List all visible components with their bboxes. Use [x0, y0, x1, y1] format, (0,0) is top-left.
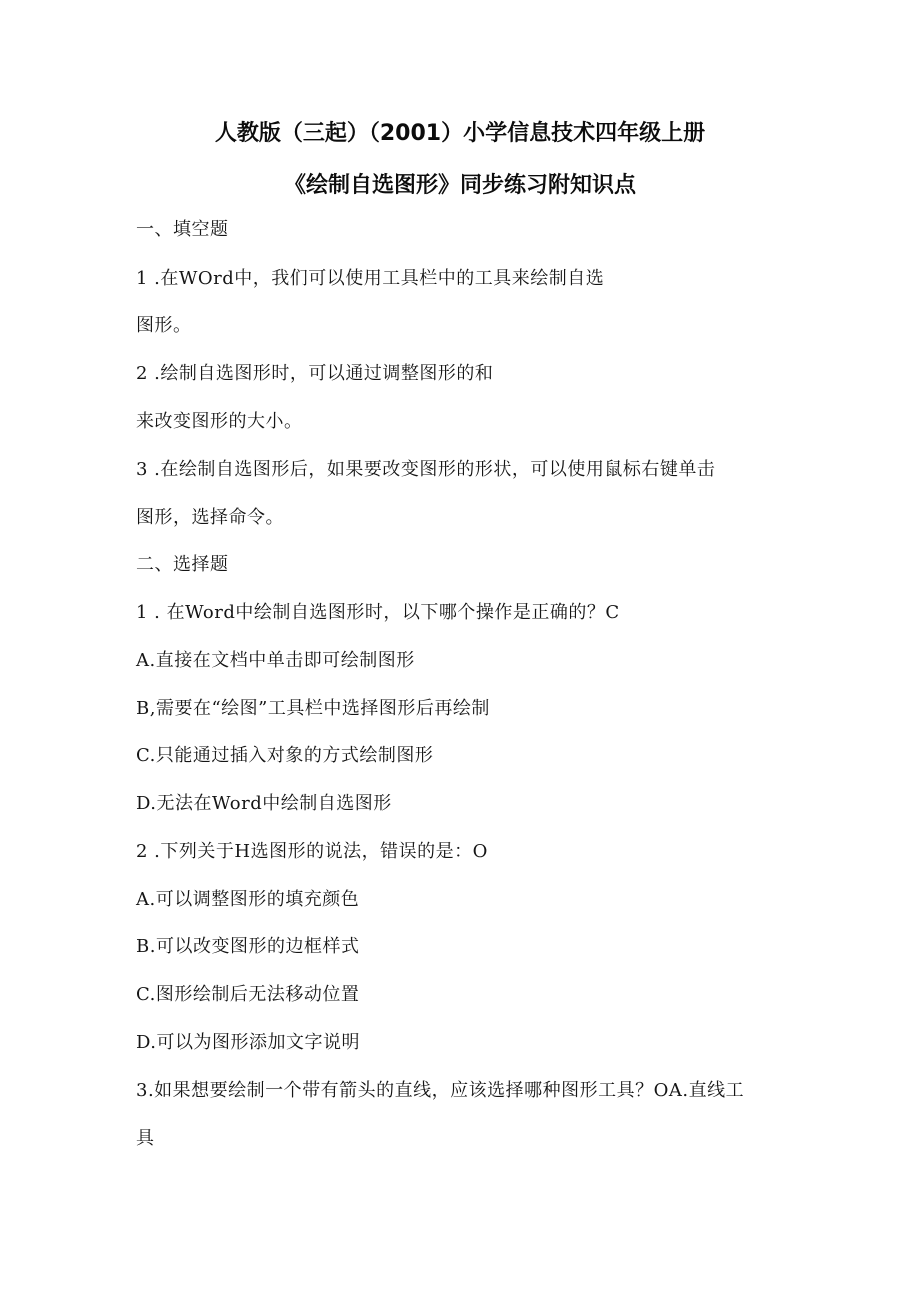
choice-question-3-stem-line1: 3.如果想要绘制一个带有箭头的直线，应该选择哪种图形工具？OA.直线工	[136, 1080, 745, 1101]
choice-question-2-option-d: D.可以为图形添加文字说明	[136, 1032, 361, 1053]
fill-question-1-line1: 1 .在WOrd中，我们可以使用工具栏中的工具来绘制自选	[136, 268, 605, 289]
choice-question-1-option-a: A.直接在文档中单击即可绘制图形	[136, 650, 415, 671]
choice-question-1-option-c: C.只能通过插入对象的方式绘制图形	[136, 745, 434, 766]
fill-question-3-line1: 3 .在绘制自选图形后，如果要改变图形的形状，可以使用鼠标右键单击	[136, 459, 716, 480]
document-title-line2: 《绘制自选图形》同步练习附知识点	[283, 173, 636, 198]
choice-question-2-stem: 2 .下列关于H选图形的说法，错误的是：O	[136, 841, 488, 862]
choice-question-3-stem-line2: 具	[136, 1128, 155, 1149]
choice-question-2-option-c: C.图形绘制后无法移动位置	[136, 984, 360, 1005]
choice-question-1-option-d: D.无法在Word中绘制自选图形	[136, 793, 392, 814]
fill-question-3-line2: 图形，选择命令。	[136, 507, 284, 528]
choice-question-1-option-b: B,需要在“绘图”工具栏中选择图形后再绘制	[136, 698, 490, 719]
fill-question-2-line1: 2 .绘制自选图形时，可以通过调整图形的和	[136, 363, 494, 384]
document-title-line1: 人教版（三起）（2001）小学信息技术四年级上册	[214, 121, 706, 146]
choice-question-2-option-b: B.可以改变图形的边框样式	[136, 936, 360, 957]
choice-question-1-stem: 1 . 在Word中绘制自选图形时，以下哪个操作是正确的？C	[136, 602, 620, 623]
section-heading-fill-blank: 一、填空题	[136, 219, 229, 240]
fill-question-1-line2: 图形。	[136, 315, 192, 336]
section-heading-choice: 二、选择题	[136, 554, 229, 575]
fill-question-2-line2: 来改变图形的大小。	[136, 411, 303, 432]
choice-question-2-option-a: A.可以调整图形的填充颜色	[136, 889, 360, 910]
